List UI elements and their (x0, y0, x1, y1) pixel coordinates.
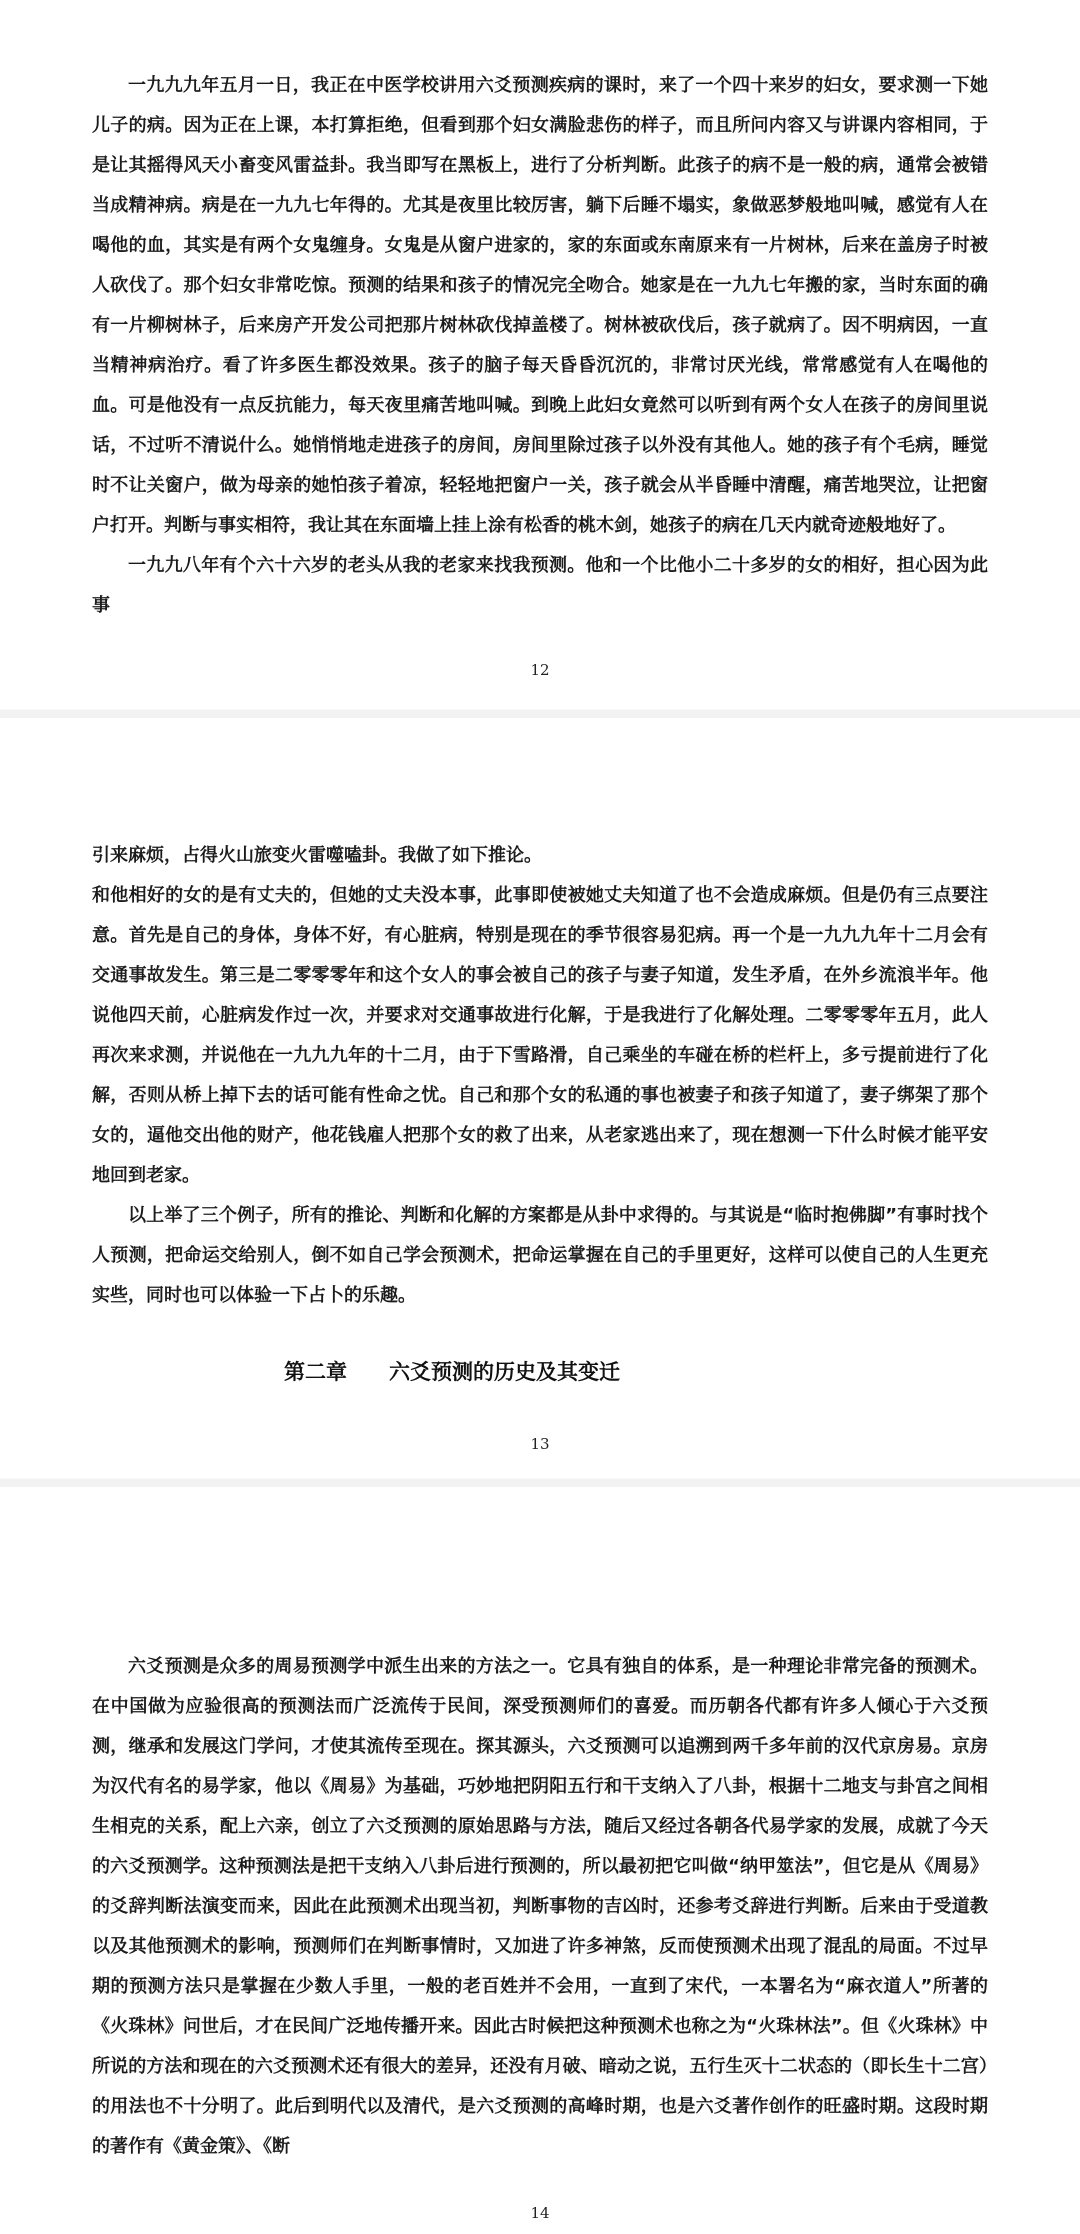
chapter-heading-title: 六爻预测的历史及其变迁 (389, 1360, 620, 1384)
chapter-heading-label: 第二章 (284, 1360, 347, 1384)
chapter-heading (284, 1352, 988, 1392)
page-separator (0, 1478, 1080, 1487)
document-page-13 (0, 718, 1080, 1478)
page-number: 13 (530, 1435, 550, 1453)
paragraph: 引来麻烦，占得火山旅变火雷噬嗑卦。我做了如下推论。 (92, 845, 542, 866)
document-page-12 (0, 0, 1080, 709)
paragraph: 六爻预测是众多的周易预测学中派生出来的方法之一。它具有独自的体系，是一种理论非常完备的预测术。在中国做为应验很高的预测法而广泛流传于民间，深受预测师们的喜爱。而历朝各代都有许多人倾心于六爻预测，继承和发展这门学问，才使其流传至现在。探其源头，六爻预测可以追溯到两千多年前的汉代京房易。京房为汉代有名的易学家，他以《周易》为基础，巧妙地把阴阳五行和干支纳入了八卦，根据十二地支与卦宫之间相生相克的关系，配上六亲，创立了六爻预测的原始思路与方法，随后又经过各朝各代易学家的发展，成就了今天的六爻预测学。这种预测法是把干支纳入八卦后进行预测的，所以最初把它叫做“纳甲筮法”，但它是从《周易》的爻辞判断法演变而来，因此在此预测术出现当初，判断事物的吉凶时，还参考爻辞进行判断。后来由于受道教以及其他预测术的影响，预测师们在判断事情时，又加进了许多神煞，反而使预测术出现了混乱的局面。不过早期的预测方法只是掌握在少数人手里，一般的老百姓并不会用，一直到了宋代，一本署名为“麻衣道人”所著的《火珠林》问世后，才在民间广泛地传播开来。因此古时候把这种预测术也称之为“火珠林法”。但《火珠林》中所说的方法和现在的六爻预测术还有很大的差异，还没有月破、暗动之说，五行生灭十二状态的（即长生十二宫）的用法也不十分明了。此后到明代以及清代，是六爻预测的高峰时期，也是六爻著作创作的旺盛时期。这段时期的著作有《黄金策》、《断 (92, 1656, 988, 2157)
paragraph: 一九九八年有个六十六岁的老头从我的老家来找我预测。他和一个比他小二十多岁的女的相好，担心因为此事 (92, 555, 988, 616)
paragraph: 一九九九年五月一日，我正在中医学校讲用六爻预测疾病的课时，来了一个四十来岁的妇女，要求测一下她儿子的病。因为正在上课，本打算拒绝，但看到那个妇女满脸悲伤的样子，而且所问内容又与讲课内容相同，于是让其摇得风天小畜变风雷益卦。我当即写在黑板上，进行了分析判断。此孩子的病不是一般的病，通常会被错当成精神病。病是在一九九七年得的。尤其是夜里比较厉害，躺下后睡不塌实，象做恶梦般地叫喊，感觉有人在喝他的血，其实是有两个女鬼缠身。女鬼是从窗户进家的，家的东面或东南原来有一片树林，后来在盖房子时被人砍伐了。那个妇女非常吃惊。预测的结果和孩子的情况完全吻合。她家是在一九九七年搬的家，当时东面的确有一片柳树林子，后来房产开发公司把那片树林砍伐掉盖楼了。树林被砍伐后，孩子就病了。因不明病因，一直当精神病治疗。看了许多医生都没效果。孩子的脑子每天昏昏沉沉的，非常讨厌光线，常常感觉有人在喝他的血。可是他没有一点反抗能力，每天夜里痛苦地叫喊。到晚上此妇女竟然可以听到有两个女人在孩子的房间里说话，不过听不清说什么。她悄悄地走进孩子的房间，房间里除过孩子以外没有其他人。她的孩子有个毛病，睡觉时不让关窗户，做为母亲的她怕孩子着凉，轻轻地把窗户一关，孩子就会从半昏睡中清醒，痛苦地哭泣，让把窗户打开。判断与事实相符，我让其在东面墙上挂上涂有松香的桃木剑，她孩子的病在几天内就奇迹般地好了。 (92, 75, 988, 536)
document-page-14 (0, 1487, 1080, 2234)
page-number: 14 (530, 2204, 550, 2222)
paragraph: 和他相好的女的是有丈夫的，但她的丈夫没本事，此事即使被她丈夫知道了也不会造成麻烦。但是仍有三点要注意。首先是自己的身体，身体不好，有心脏病，特别是现在的季节很容易犯病。再一个是一九九九年十二月会有交通事故发生。第三是二零零零年和这个女人的事会被自己的孩子与妻子知道，发生矛盾，在外乡流浪半年。他说他四天前，心脏病发作过一次，并要求对交通事故进行化解，于是我进行了化解处理。二零零零年五月，此人再次来求测，并说他在一九九九年的十二月，由于下雪路滑，自己乘坐的车碰在桥的栏杆上，多亏提前进行了化解，否则从桥上掉下去的话可能有性命之忧。自己和那个女的私通的事也被妻子和孩子知道了，妻子绑架了那个女的，逼他交出他的财产，他花钱雇人把那个女的救了出来，从老家逃出来了，现在想测一下什么时候才能平安地回到老家。 (92, 885, 988, 1186)
page-number: 12 (530, 661, 550, 679)
paragraph: 以上举了三个例子，所有的推论、判断和化解的方案都是从卦中求得的。与其说是“临时抱佛脚”有事时找个人预测，把命运交给别人，倒不如自己学会预测术，把命运掌握在自己的手里更好，这样可以使自己的人生更充实些，同时也可以体验一下占卜的乐趣。 (92, 1205, 988, 1306)
page-separator (0, 709, 1080, 718)
